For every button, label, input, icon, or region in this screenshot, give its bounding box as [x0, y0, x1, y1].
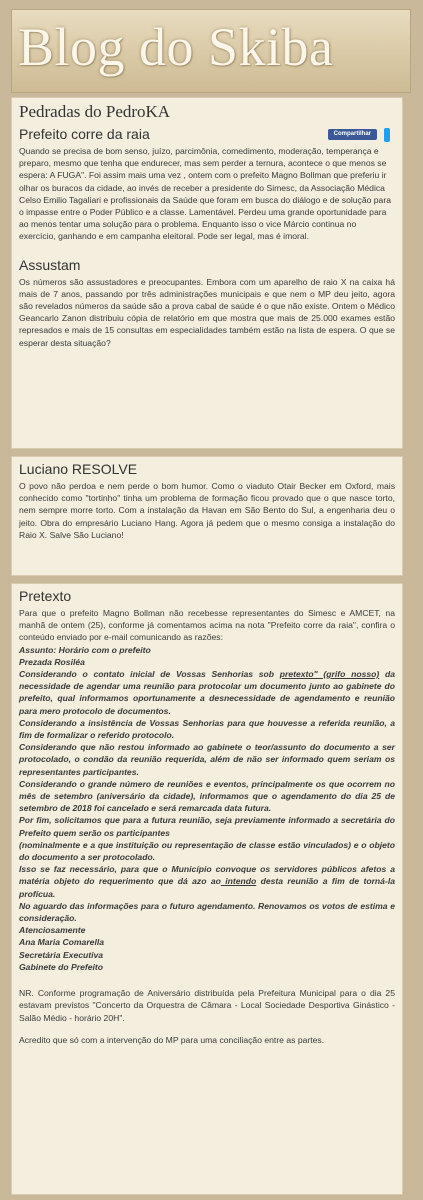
email-paragraph-2: Considerando a insistência de Vossas Senhorias para que houvesse a referida reunião, a fim de formalizar o referido protocolo.: [19, 717, 395, 741]
email-greeting: Prezada Rosiléa: [19, 656, 85, 667]
post-panel-1: [11, 97, 403, 449]
post-title-luciano[interactable]: Luciano RESOLVE: [19, 461, 138, 477]
email-paragraph-6: (nominalmente e a que instituição ou representação de classe estão vinculados) e o objeto do documento a ser protocolado.: [19, 839, 395, 863]
blog-banner-title: Blog do Skiba: [18, 17, 334, 77]
pretexto-link[interactable]: pretexto" (grifo nosso): [279, 669, 380, 680]
post-intro-pretexto: Para que o prefeito Magno Bollman não recebesse representantes do Simesc e AMCET, na manhã de ontem (25), conforme já comentamos acima na nota "Prefeito corre da raia", confira o conteúdo enviado por e-mail comunicando as razões:: [19, 608, 395, 643]
email-paragraph-8: No aguardo das informações para o futuro agendamento. Renovamos os votos de estima e consideração.: [19, 900, 395, 924]
email-sign-2: Ana Maria Comarella: [19, 937, 105, 948]
email-paragraph-1-b: da necessidade de agendar uma reunião para protocolar um documento junto ao gabinete do prefeito, qual informamos oportunamente a desnecessidade de agendamento e reunião para mero protocolo de documentos.: [19, 669, 395, 716]
closing-remark: Acredito que só com a intervenção do MP para uma conciliação entre as partes.: [19, 1034, 325, 1045]
post-body-luciano: O povo não perdoa e nem perde o bom humor. Como o viaduto Otair Becker em Oxford, mais conhecido como "tortinho" tinha um problema de formação ficou provado que o que nasce torto, nem sempre morre torto. Com a instalação da Havan em São Bento do Sul, a engenharia deu o jeito. Obra do empresário Luciano Hang. Agora já pedem que o mesmo consiga a instalação do Raio X. Salve São Luciano!: [19, 481, 395, 540]
editor-note: NR. Conforme programação de Aniversário distribuída pela Prefeitura Municipal para o dia 25 estavam previstos "Concerto da Orquestra de Câmara - Local Sociedade Desportiva Ginástico - Salão Médio - horário 20H".: [19, 988, 395, 1023]
post-panel-3: [11, 583, 403, 1195]
email-paragraph-1-a: Considerando o contato inicial de Vossas Senhorias sob: [19, 669, 280, 680]
blog-banner[interactable]: [11, 9, 411, 93]
post-title-prefeito[interactable]: Prefeito corre da raia: [19, 126, 150, 142]
share-button[interactable]: Compartilhar: [328, 129, 377, 140]
email-paragraph-3: Considerando que não restou informado ao gabinete o teor/assunto do documento a ser protocolado, o condão da reunião requerida, além de não ser informado quem seriam os representantes participantes.: [19, 742, 395, 777]
section-title: Pedradas do PedroKA: [19, 102, 171, 121]
email-paragraph-4: Considerando o grande número de reuniões e eventos, principalmente os que ocorrem no mês de setembro (aniversário da cidade), informamos que o agendamento do dia 25 de setembro de 2018 foi cancelado e será remarcada data futura.: [19, 778, 395, 814]
post-body-prefeito: Quando se precisa de bom senso, juízo, parcimônia, comedimento, moderação, temperança e preparo, mesmo que tenha que endurecer, mas sem perder a ternura, acontece o que menos se espera: A FUGA". Foi assim mais uma vez , ontem com o prefeito Magno Bollman que preferiu ir olhar os buracos da cidade, ao invés de receber a presidente do Simesc, da Associação Médica Celso Emilio Tagaliari e profissionais da Saúde que foram em busca do diálogo e de solução para o impasse entre o Poder Público e a classe. Lamentável. Perdeu uma grande oportunidade para ao menos tentar uma solução para o problema. Enquanto isso o vice Márcio continua no exercício, ganhando e em campanha eleitoral. Pode ser legal, mas é imoral.: [19, 146, 391, 242]
post-title-assustam[interactable]: Assustam: [19, 256, 81, 273]
intendo-link[interactable]: intendo: [220, 876, 257, 887]
twitter-share-icon[interactable]: [384, 128, 390, 142]
email-paragraph-7-a: Isso se faz necessário, para que o Município convoque os servidores públicos afetos a matéria objeto do requerimento que dá azo ao: [19, 864, 395, 887]
post-title-pretexto[interactable]: Pretexto: [19, 588, 72, 604]
email-sign-1: Atenciosamente: [19, 925, 86, 936]
email-sign-4: Gabinete do Prefeito: [19, 961, 104, 972]
post-header: [19, 126, 395, 143]
email-subject: Assunto: Horário com o prefeito: [19, 644, 151, 655]
email-paragraph-1: [19, 668, 395, 717]
post-body-assustam: Os números são assustadores e preocupantes. Embora com um aparelho de raio X na caixa há mais de 7 anos, passando por três administrações municipais e que nem o MP deu jeito, agora são revelados números da saúde são a prova cabal de saúde é o que não existe. Ontem o Médico Geancarlo Zanon distribuiu cópia de relatório em que mostra que mais de 25.000 exames estão represados e mais de 15 consultas em especialidades também estão na lista de espera. O que se esperar desta situação?: [19, 276, 395, 348]
email-paragraph-7: [19, 863, 395, 900]
post-panel-2: [11, 456, 403, 576]
email-paragraph-7-b: desta reunião a fim de torná-la profícua.: [19, 876, 395, 899]
email-paragraph-5: Por fim, solicitamos que para a futura reunião, seja previamente informado a secretária do Prefeito quem serão os participantes: [19, 815, 395, 838]
email-sign-3: Secretária Executiva: [19, 949, 104, 960]
